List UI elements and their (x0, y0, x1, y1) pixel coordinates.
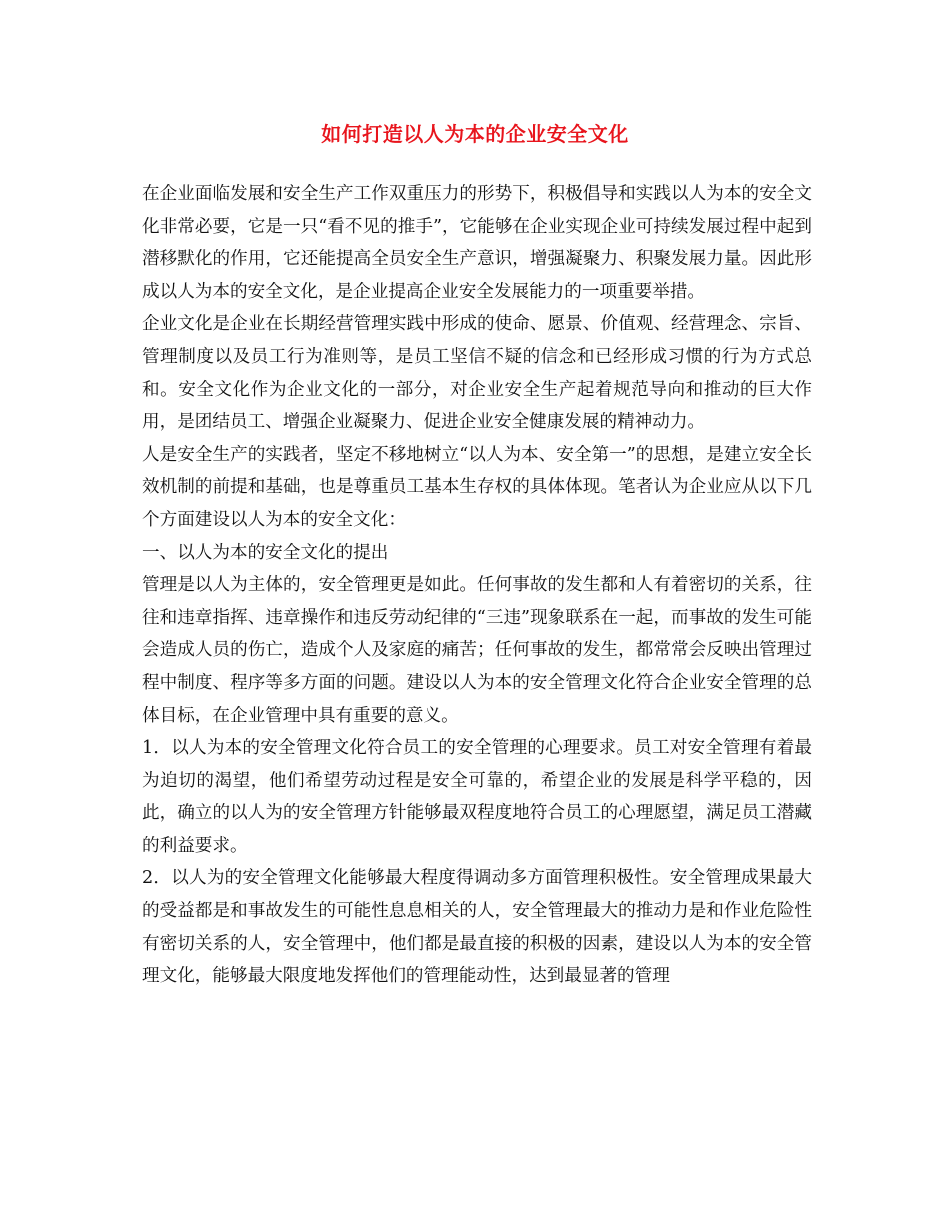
paragraph-point-1: 1．以人为本的安全管理文化符合员工的安全管理的心理要求。员工对安全管理有着最为迫切的渴望，他们希望劳动过程是安全可靠的，希望企业的发展是科学平稳的，因此，确立的以人为的安全管理方针能够最双程度地符合员工的心理愿望，满足员工潜藏的利益要求。 (142, 738, 812, 856)
paragraph-point-2: 2．以人为的安全管理文化能够最大程度得调动多方面管理积极性。安全管理成果最大的受益都是和事故发生的可能性息息相关的人，安全管理最大的推动力是和作业危险性有密切关系的人，安全管理中，他们都是最直接的积极的因素，建设以人为本的安全管理文化，能够最大限度地发挥他们的管理能动性，达到最显著的管理 (142, 868, 812, 987)
paragraph-people-practice: 人是安全生产的实践者，坚定不移地树立“以人为本、安全第一”的思想，是建立安全长效机制的前提和基础，也是尊重员工基本生存权的具体体现。笔者认为企业应从以下几个方面建设以人为本的安全文化： (142, 444, 812, 530)
paragraph-intro: 在企业面临发展和安全生产工作双重压力的形势下，积极倡导和实践以人为本的安全文化非常必要，它是一只“看不见的推手”，它能够在企业实现企业可持续发展过程中起到潜移默化的作用，它还能提高全员安全生产意识，增强凝聚力、积聚发展力量。因此形成以人为本的安全文化，是企业提高企业安全发展能力的一项重要举措。 (142, 184, 812, 302)
document-body (142, 178, 812, 993)
paragraph-management: 管理是以人为主体的，安全管理更是如此。任何事故的发生都和人有着密切的关系，往往和违章指挥、违章操作和违反劳动纪律的“三违”现象联系在一起，而事故的发生可能会造成人员的伤亡，造成个人及家庭的痛苦；任何事故的发生，都常常会反映出管理过程中制度、程序等多方面的问题。建设以人为本的安全管理文化符合企业安全管理的总体目标，在企业管理中具有重要的意义。 (142, 575, 812, 726)
section-heading-1: 一、以人为本的安全文化的提出 (142, 542, 389, 563)
paragraph-corporate-culture: 企业文化是企业在长期经营管理实践中形成的使命、愿景、价值观、经营理念、宗旨、管理制度以及员工行为准则等，是员工坚信不疑的信念和已经形成习惯的行为方式总和。安全文化作为企业文化的一部分，对企业安全生产起着规范导向和推动的巨大作用，是团结员工、增强企业凝聚力、促进企业安全健康发展的精神动力。 (142, 314, 812, 433)
document-title: 如何打造以人为本的企业安全文化 (321, 122, 629, 146)
